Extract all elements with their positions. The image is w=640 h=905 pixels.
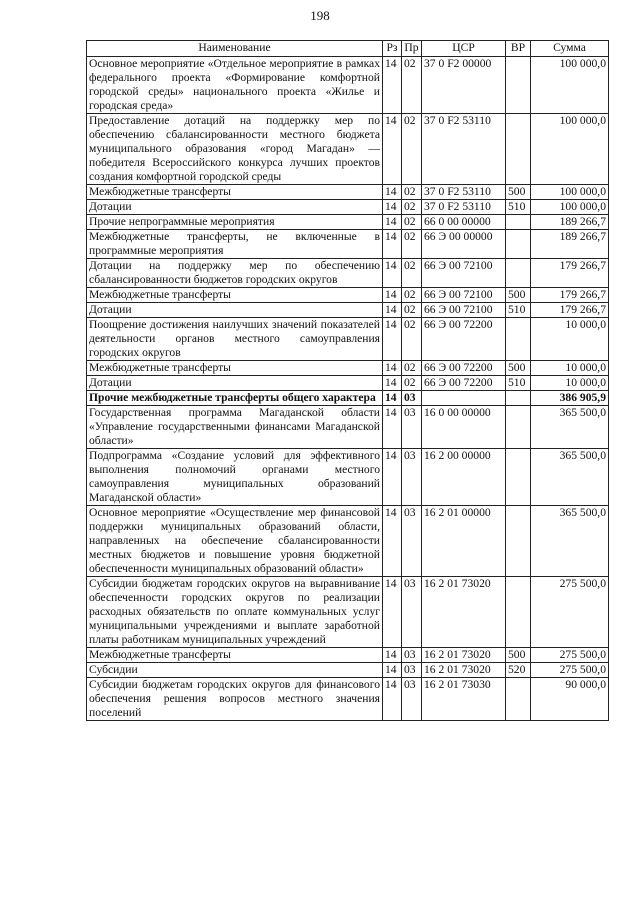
page-number: 198 [310, 8, 330, 23]
row-rz: 14 [383, 406, 402, 449]
row-sum: 90 000,0 [531, 678, 609, 721]
row-sum: 10 000,0 [531, 318, 609, 361]
row-vr [506, 259, 531, 288]
row-rz: 14 [383, 185, 402, 200]
header-name: Наименование [87, 41, 383, 57]
row-rz: 14 [383, 215, 402, 230]
row-sum: 100 000,0 [531, 185, 609, 200]
row-pr: 02 [402, 185, 422, 200]
row-pr: 03 [402, 678, 422, 721]
row-rz: 14 [383, 200, 402, 215]
row-name: Подпрограмма «Создание условий для эффективного выполнения полномочий органами местного самоуправления муниципальных образований Магаданской области» [87, 449, 383, 506]
row-csr: 66 Э 00 72200 [422, 361, 506, 376]
row-sum: 10 000,0 [531, 361, 609, 376]
table-row [87, 406, 609, 449]
table-row [87, 57, 609, 114]
row-vr [506, 678, 531, 721]
row-rz: 14 [383, 303, 402, 318]
row-pr: 03 [402, 577, 422, 648]
row-csr: 16 2 01 73020 [422, 577, 506, 648]
row-rz: 14 [383, 648, 402, 663]
row-pr: 02 [402, 114, 422, 185]
header-vr: ВР [506, 41, 531, 57]
table-row [87, 648, 609, 663]
table-row [87, 200, 609, 215]
row-csr: 37 0 F2 53110 [422, 185, 506, 200]
row-rz: 14 [383, 361, 402, 376]
row-sum: 275 500,0 [531, 648, 609, 663]
row-rz: 14 [383, 663, 402, 678]
row-vr: 520 [506, 663, 531, 678]
row-rz: 14 [383, 449, 402, 506]
row-sum: 179 266,7 [531, 259, 609, 288]
row-rz: 14 [383, 391, 402, 406]
row-vr [506, 57, 531, 114]
row-vr: 510 [506, 200, 531, 215]
row-name: Межбюджетные трансферты, не включенные в программные мероприятия [87, 230, 383, 259]
row-csr: 37 0 F2 53110 [422, 200, 506, 215]
row-csr: 66 Э 00 72200 [422, 318, 506, 361]
row-csr: 16 0 00 00000 [422, 406, 506, 449]
row-rz: 14 [383, 288, 402, 303]
row-pr: 02 [402, 303, 422, 318]
table-header-row [87, 41, 609, 57]
row-sum: 189 266,7 [531, 215, 609, 230]
row-pr: 03 [402, 406, 422, 449]
row-name: Межбюджетные трансферты [87, 288, 383, 303]
row-csr: 16 2 01 00000 [422, 506, 506, 577]
header-sum: Сумма [531, 41, 609, 57]
row-name: Субсидии бюджетам городских округов на выравнивание обеспеченности городских округов по реализации расходных обязательств по оплате коммунальных услуг муниципальными учреждениями и выплате заработной платы работникам муниципальных учреждений [87, 577, 383, 648]
row-pr: 02 [402, 376, 422, 391]
row-csr: 16 2 01 73020 [422, 663, 506, 678]
table-row [87, 114, 609, 185]
row-sum: 179 266,7 [531, 288, 609, 303]
row-csr: 16 2 01 73030 [422, 678, 506, 721]
row-sum: 365 500,0 [531, 406, 609, 449]
row-name: Субсидии бюджетам городских округов для финансового обеспечения решения вопросов местного значения поселений [87, 678, 383, 721]
row-sum: 189 266,7 [531, 230, 609, 259]
row-pr: 02 [402, 215, 422, 230]
table-row [87, 577, 609, 648]
row-pr: 02 [402, 57, 422, 114]
table-row [87, 506, 609, 577]
table-row [87, 391, 609, 406]
row-vr [506, 215, 531, 230]
row-name: Дотации [87, 303, 383, 318]
row-name: Межбюджетные трансферты [87, 361, 383, 376]
row-sum: 275 500,0 [531, 577, 609, 648]
row-csr: 37 0 F2 53110 [422, 114, 506, 185]
row-vr [506, 391, 531, 406]
row-rz: 14 [383, 678, 402, 721]
row-rz: 14 [383, 577, 402, 648]
row-name: Межбюджетные трансферты [87, 185, 383, 200]
table-row [87, 185, 609, 200]
row-pr: 02 [402, 318, 422, 361]
row-rz: 14 [383, 114, 402, 185]
row-sum: 100 000,0 [531, 200, 609, 215]
row-csr [422, 391, 506, 406]
row-name: Межбюджетные трансферты [87, 648, 383, 663]
table-row [87, 230, 609, 259]
table-row [87, 678, 609, 721]
row-pr: 03 [402, 506, 422, 577]
row-csr: 66 0 00 00000 [422, 215, 506, 230]
row-csr: 66 Э 00 72100 [422, 288, 506, 303]
row-sum: 179 266,7 [531, 303, 609, 318]
row-name: Прочие межбюджетные трансферты общего характера [87, 391, 383, 406]
row-vr: 510 [506, 303, 531, 318]
row-pr: 03 [402, 391, 422, 406]
row-vr: 500 [506, 361, 531, 376]
row-name: Основное мероприятие «Осуществление мер финансовой поддержки муниципальных образований области, направленных на обеспечение сбалансированности местных бюджетов и повышение уровня бюджетной обеспеченности муниципальных образований области» [87, 506, 383, 577]
row-vr [506, 230, 531, 259]
row-sum: 10 000,0 [531, 376, 609, 391]
row-rz: 14 [383, 376, 402, 391]
row-name: Поощрение достижения наилучших значений показателей деятельности органов местного самоуправления городских округов [87, 318, 383, 361]
row-vr [506, 318, 531, 361]
budget-table [86, 40, 609, 721]
row-csr: 37 0 F2 00000 [422, 57, 506, 114]
row-name: Прочие непрограммные мероприятия [87, 215, 383, 230]
row-rz: 14 [383, 506, 402, 577]
row-name: Субсидии [87, 663, 383, 678]
row-pr: 02 [402, 200, 422, 215]
row-pr: 02 [402, 288, 422, 303]
table-row [87, 376, 609, 391]
row-sum: 100 000,0 [531, 57, 609, 114]
row-csr: 66 Э 00 72100 [422, 303, 506, 318]
row-rz: 14 [383, 57, 402, 114]
row-sum: 365 500,0 [531, 449, 609, 506]
row-vr [506, 449, 531, 506]
table-row [87, 318, 609, 361]
row-pr: 03 [402, 648, 422, 663]
row-vr: 510 [506, 376, 531, 391]
row-csr: 16 2 00 00000 [422, 449, 506, 506]
table-row [87, 259, 609, 288]
header-pr: Пр [402, 41, 422, 57]
table-row [87, 288, 609, 303]
row-csr: 16 2 01 73020 [422, 648, 506, 663]
table-row [87, 361, 609, 376]
row-csr: 66 Э 00 72100 [422, 259, 506, 288]
row-pr: 02 [402, 259, 422, 288]
row-pr: 02 [402, 230, 422, 259]
row-rz: 14 [383, 318, 402, 361]
table-row [87, 303, 609, 318]
row-name: Основное мероприятие «Отдельное мероприятие в рамках федерального проекта «Формирование комфортной городской среды» национального проекта «Жилье и городская среда» [87, 57, 383, 114]
row-pr: 03 [402, 449, 422, 506]
row-csr: 66 Э 00 00000 [422, 230, 506, 259]
row-name: Государственная программа Магаданской области «Управление государственными финансами Магаданской области» [87, 406, 383, 449]
row-pr: 03 [402, 663, 422, 678]
row-name: Предоставление дотаций на поддержку мер по обеспечению сбалансированности местного бюджета муниципального образования «город Магадан» — победителя Всероссийского конкурса лучших проектов создания комфортной городской среды [87, 114, 383, 185]
row-sum: 386 905,9 [531, 391, 609, 406]
row-vr [506, 114, 531, 185]
row-vr [506, 406, 531, 449]
row-vr [506, 577, 531, 648]
row-sum: 275 500,0 [531, 663, 609, 678]
table-row [87, 215, 609, 230]
row-rz: 14 [383, 230, 402, 259]
header-csr: ЦСР [422, 41, 506, 57]
row-csr: 66 Э 00 72200 [422, 376, 506, 391]
row-name: Дотации [87, 200, 383, 215]
row-sum: 100 000,0 [531, 114, 609, 185]
row-vr: 500 [506, 185, 531, 200]
table-row [87, 449, 609, 506]
row-vr: 500 [506, 648, 531, 663]
row-rz: 14 [383, 259, 402, 288]
row-vr [506, 506, 531, 577]
row-sum: 365 500,0 [531, 506, 609, 577]
row-vr: 500 [506, 288, 531, 303]
row-pr: 02 [402, 361, 422, 376]
header-rz: Рз [383, 41, 402, 57]
row-name: Дотации на поддержку мер по обеспечению сбалансированности бюджетов городских округов [87, 259, 383, 288]
row-name: Дотации [87, 376, 383, 391]
table-row [87, 663, 609, 678]
